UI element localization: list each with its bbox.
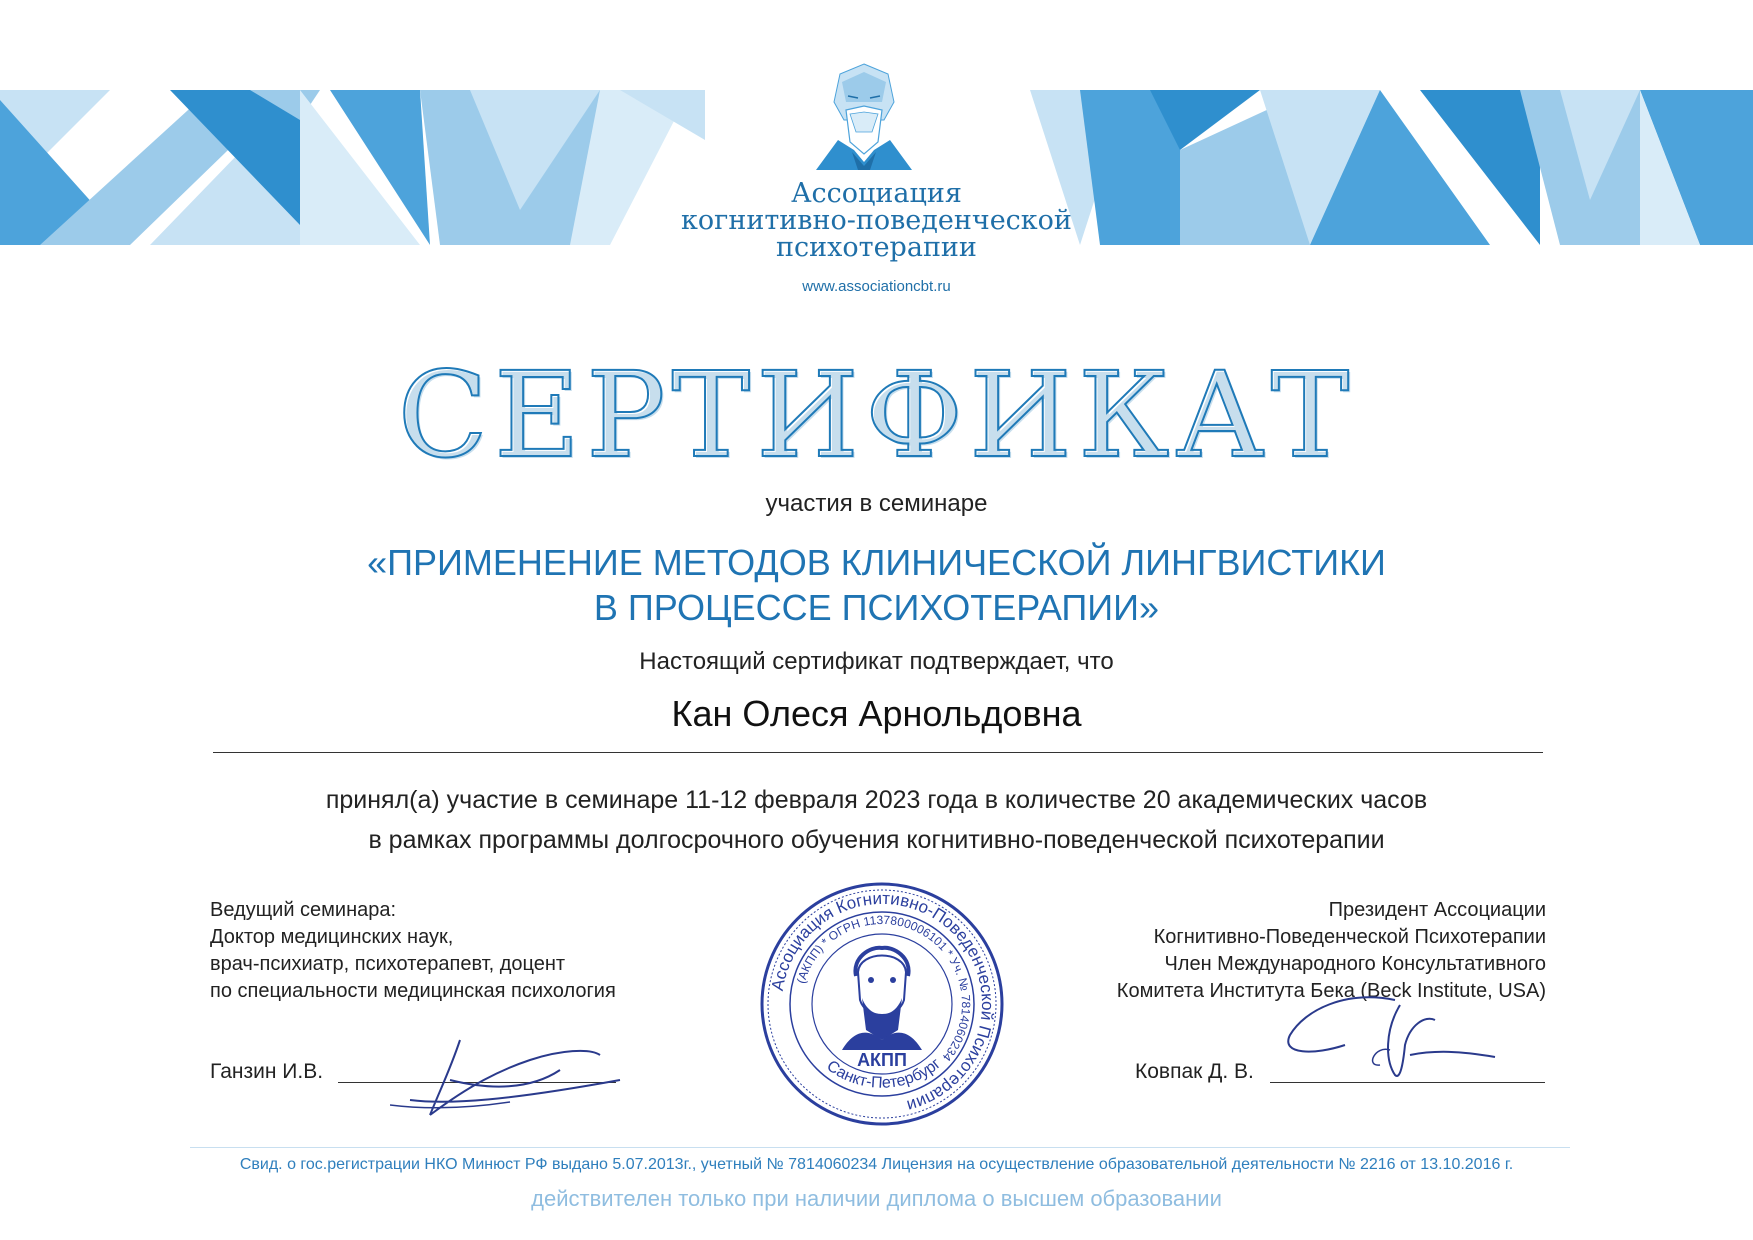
- org-name-line1: Ассоциация: [791, 178, 962, 209]
- president-signature: [1285, 985, 1515, 1090]
- seminar-title: [0, 540, 1753, 630]
- description-line1: принял(а) участие в семинаре 11-12 февраля 2023 года в количестве 20 академических часов: [325, 786, 1428, 814]
- seminar-title-line1: «ПРИМЕНЕНИЕ МЕТОДОВ КЛИНИЧЕСКОЙ ЛИНГВИСТИКИ: [367, 542, 1386, 583]
- seal-inner-text: (АКПП) * ОГРН 1137800006101 * Уч. № 7814060234: [793, 912, 974, 1064]
- leader-signature: [390, 1030, 640, 1125]
- seal-city: Санкт-Петербург: [823, 1055, 945, 1092]
- leader-line: Доктор медицинских наук,: [210, 926, 454, 948]
- president-line: Член Международного Консультативного: [1164, 953, 1546, 975]
- participation-description: [0, 780, 1753, 860]
- certificate-title: СЕРТИФИКАТ: [397, 346, 1356, 484]
- description-line2: в рамках программы долгосрочного обучения когнитивно-поведенческой психотерапии: [368, 826, 1385, 854]
- president-signature-name: Ковпак Д. В.: [1135, 1060, 1254, 1083]
- association-logo-portrait: [812, 62, 916, 172]
- organization-name: [0, 180, 1753, 261]
- registration-info: Свид. о гос.регистрации НКО Минюст РФ выдано 5.07.2013г., учетный № 7814060234 Лицензия на осуществление образовательной деятельности № 2216 от 13.10.2016 г.: [239, 1156, 1514, 1173]
- president-line: Когнитивно-Поведенческой Психотерапии: [1153, 926, 1546, 948]
- leader-line: врач-психиатр, психотерапевт, доцент: [210, 953, 566, 975]
- certificate-subtitle: участия в семинаре: [765, 490, 988, 517]
- president-line: Комитета Института Бека (Beck Institute, USA): [1116, 980, 1546, 1002]
- president-line: Президент Ассоциации: [1328, 899, 1546, 921]
- recipient-name: Кан Олеся Арнольдовна: [671, 693, 1082, 734]
- validity-note: действителен только при наличии диплома о высшем образовании: [531, 1186, 1222, 1211]
- org-name-line2: когнитивно-поведенческой: [681, 205, 1072, 236]
- website-link[interactable]: www.associationcbt.ru: [802, 278, 951, 295]
- seal-portrait: [842, 948, 922, 1050]
- footer-divider: [190, 1147, 1570, 1148]
- seal-outer-text: Ассоциация Когнитивно-Поведенческой Психотерапии: [767, 888, 998, 1116]
- recipient-underline: [213, 752, 1543, 753]
- seal-abbreviation: АКПП: [857, 1050, 907, 1070]
- org-name-line3: психотерапии: [776, 232, 977, 263]
- seminar-leader-credentials: [210, 897, 616, 1005]
- leader-line: по специальности медицинская психология: [210, 980, 616, 1002]
- association-seal: [758, 880, 1006, 1128]
- seminar-title-line2: В ПРОЦЕССЕ ПСИХОТЕРАПИИ»: [593, 587, 1160, 628]
- leader-line: Ведущий семинара:: [210, 899, 397, 921]
- leader-signature-name: Ганзин И.В.: [210, 1060, 324, 1083]
- confirm-text: Настоящий сертификат подтверждает, что: [639, 648, 1114, 675]
